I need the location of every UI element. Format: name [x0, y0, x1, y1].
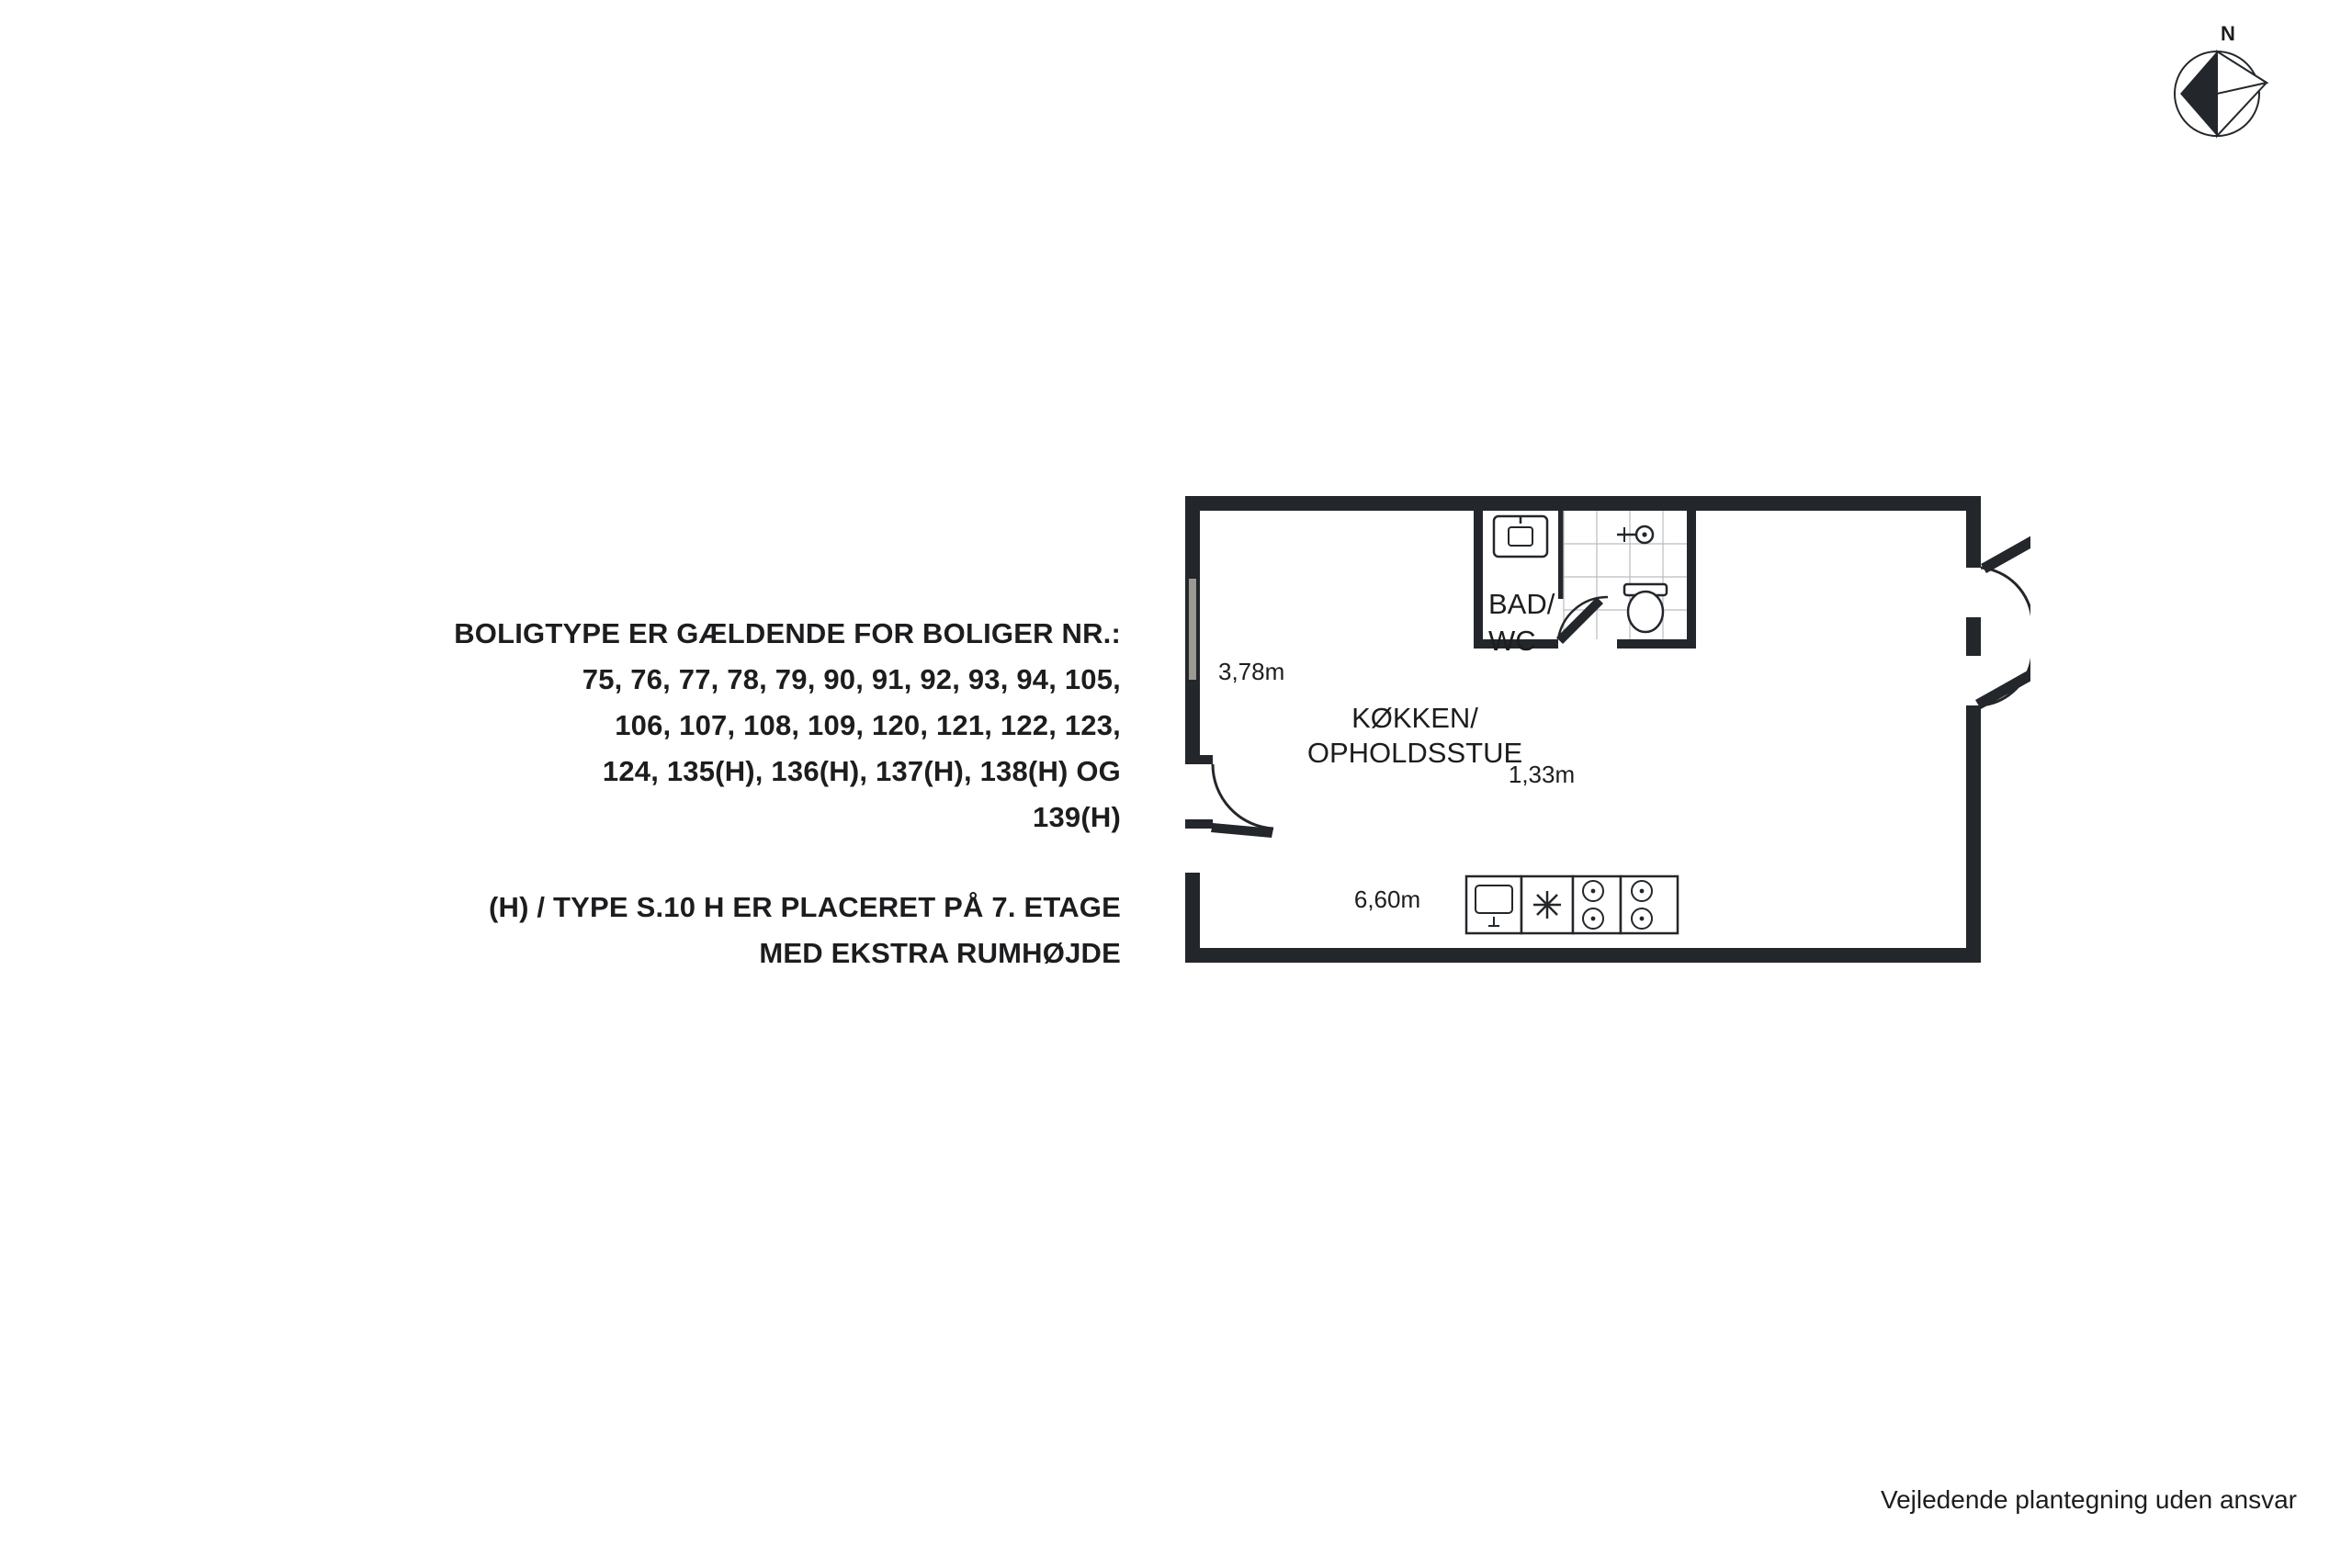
room-label-bath-line1: BAD/	[1488, 588, 1555, 620]
footer-disclaimer: Vejledende plantegning uden ansvar	[1880, 1485, 2297, 1514]
compass-north-label: N	[2221, 22, 2235, 45]
room-label-living-line2: OPHOLDSSTUE	[1306, 737, 1523, 769]
description-line: 106, 107, 108, 109, 120, 121, 122, 123,	[615, 709, 1121, 741]
dimension-bottom-wall: 6,60m	[1353, 886, 1421, 913]
dimension-left-wall: 3,78m	[1218, 658, 1285, 685]
paragraph-spacer	[276, 840, 1121, 885]
description-line: BOLIGTYPE ER GÆLDENDE FOR BOLIGER NR.:	[454, 617, 1121, 649]
description-line: 124, 135(H), 136(H), 137(H), 138(H) OG	[602, 755, 1121, 787]
compass-north-icon	[2164, 22, 2292, 156]
compass-graphic	[2164, 28, 2292, 156]
right-lower-door	[1975, 654, 2030, 709]
entry-door	[1211, 764, 1273, 838]
bathroom-sink-icon	[1494, 516, 1547, 557]
floorplan-svg	[1185, 496, 2030, 983]
floorplan	[1185, 496, 2030, 983]
right-upper-door	[1981, 531, 2030, 621]
description-line: 139(H)	[1033, 801, 1121, 833]
description-line: (H) / TYPE S.10 H ER PLACERET PÅ 7. ETAGE	[488, 891, 1121, 923]
dimension-bath-width: 1,33m	[1508, 761, 1576, 788]
description-line: 75, 76, 77, 78, 79, 90, 91, 92, 93, 94, 105,	[582, 663, 1121, 695]
room-label-bath-line2: WC	[1488, 625, 1536, 657]
room-label-living-line1: KØKKEN/	[1351, 702, 1478, 734]
shower-drain-icon	[1617, 526, 1653, 543]
description-block	[276, 611, 1121, 976]
refrigerator-icon	[1533, 891, 1561, 919]
description-line: MED EKSTRA RUMHØJDE	[759, 937, 1121, 969]
toilet-icon	[1624, 584, 1667, 632]
